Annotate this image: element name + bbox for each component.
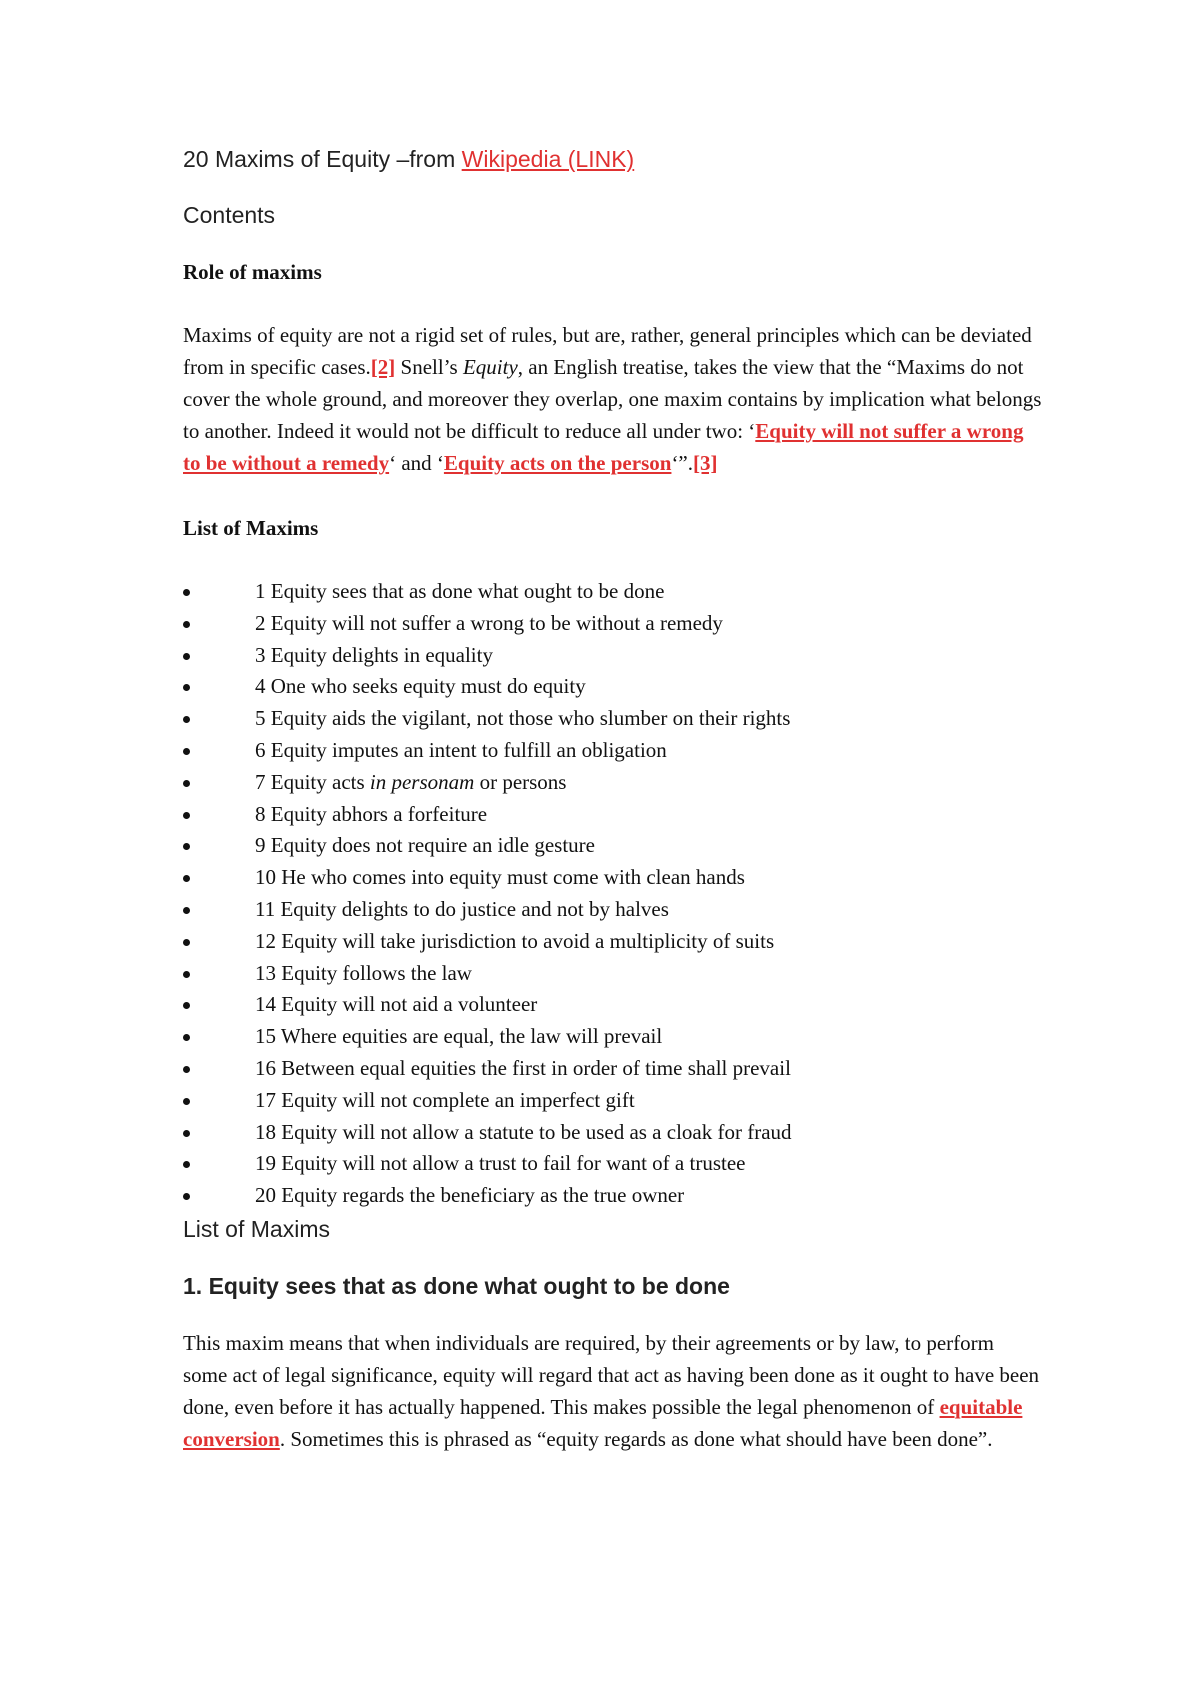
maxim-text: 10 He who comes into equity must come with clean hands [255, 865, 745, 890]
bullet-icon [183, 971, 190, 978]
maxim-text: 15 Where equities are equal, the law will prevail [255, 1024, 663, 1049]
bullet-icon [183, 812, 190, 819]
list-item [183, 1117, 1043, 1149]
maxim-text: 2 Equity will not suffer a wrong to be without a remedy [255, 610, 723, 635]
ref-3-link[interactable]: [3] [693, 451, 718, 475]
role-of-maxims-heading: Role of maxims [183, 260, 322, 284]
bullet-icon [183, 684, 190, 691]
list-item [183, 735, 1043, 767]
contents-heading: Contents [183, 202, 276, 228]
role-text-5: ‘”. [671, 451, 694, 475]
list-of-maxims-heading-2: List of Maxims [183, 1215, 330, 1242]
maxim-text: 9 Equity does not require an idle gesture [255, 833, 595, 858]
maxim-7-suffix: or persons [474, 769, 567, 794]
role-text-1: Maxims of equity are not a rigid set of rules, but are, rather, general principles which can be deviated from in specific cases. [183, 323, 1032, 379]
maxims-list [183, 576, 1043, 1212]
section-1-heading: 1. Equity sees that as done what ought to be done [183, 1272, 730, 1299]
list-item [183, 989, 1043, 1021]
bullet-icon [183, 589, 190, 596]
bullet-icon [183, 780, 190, 787]
bullet-icon [183, 1066, 190, 1073]
wrong-remedy-link[interactable]: Equity will not suffer a wrong to be without a remedy [183, 419, 1024, 475]
list-item [183, 703, 1043, 735]
maxim-text: 8 Equity abhors a forfeiture [255, 801, 488, 826]
maxim-text: 19 Equity will not allow a trust to fail for want of a trustee [255, 1151, 746, 1176]
list-item [183, 1148, 1043, 1180]
bullet-icon [183, 939, 190, 946]
list-item [183, 1085, 1043, 1117]
list-item [183, 1021, 1043, 1053]
list-item [183, 958, 1043, 990]
list-item [183, 1180, 1043, 1212]
maxim-text: 6 Equity imputes an intent to fulfill an obligation [255, 737, 667, 762]
document-title [183, 144, 1043, 174]
maxim-text: 16 Between equal equities the first in order of time shall prevail [255, 1055, 791, 1080]
bullet-icon [183, 875, 190, 882]
section-1-text-2: . Sometimes this is phrased as “equity regards as done what should have been done”. [279, 1426, 993, 1451]
maxim-text: 4 One who seeks equity must do equity [255, 674, 586, 699]
bullet-icon [183, 843, 190, 850]
bullet-icon [183, 653, 190, 660]
list-item [183, 926, 1043, 958]
list-item [183, 799, 1043, 831]
role-text-4: ‘ and ‘ [389, 451, 444, 475]
list-item [183, 894, 1043, 926]
bullet-icon [183, 748, 190, 755]
title-text: 20 Maxims of Equity –from [183, 146, 462, 172]
maxim-text: 14 Equity will not aid a volunteer [255, 992, 538, 1017]
maxim-7-italic: in personam [369, 769, 475, 794]
section-1-paragraph [183, 1327, 1043, 1455]
bullet-icon [183, 716, 190, 723]
maxim-text: 11 Equity delights to do justice and not by halves [255, 896, 669, 921]
ref-2-link[interactable]: [2] [370, 355, 396, 379]
bullet-icon [183, 1193, 190, 1200]
maxim-text: 20 Equity regards the beneficiary as the true owner [255, 1183, 685, 1208]
maxim-text: 17 Equity will not complete an imperfect gift [255, 1087, 635, 1112]
bullet-icon [183, 621, 190, 628]
list-item [183, 830, 1043, 862]
list-item [183, 608, 1043, 640]
list-item [183, 862, 1043, 894]
list-item [183, 640, 1043, 672]
bullet-icon [183, 1034, 190, 1041]
bullet-icon [183, 1130, 190, 1137]
bullet-icon [183, 1002, 190, 1009]
bullet-icon [183, 907, 190, 914]
maxim-text: 3 Equity delights in equality [255, 642, 493, 667]
document-content [183, 144, 1043, 1455]
role-text-2: Snell’s [395, 355, 463, 379]
role-text-3: , an English treatise, takes the view that the “Maxims do not cover the whole ground, and moreover they overlap, one maxim contains by implication what belongs to another. Indeed it would not be difficult to reduce all under two: ‘ [183, 355, 1042, 443]
maxim-text: 12 Equity will take jurisdiction to avoid a multiplicity of suits [255, 928, 775, 953]
acts-on-person-link[interactable]: Equity acts on the person [443, 451, 672, 475]
equity-italic: Equity [462, 355, 518, 379]
equitable-conversion-link[interactable]: equitable conversion [183, 1394, 1023, 1451]
role-paragraph [183, 319, 1043, 479]
list-item [183, 671, 1043, 703]
maxim-text: 13 Equity follows the law [255, 960, 472, 985]
list-of-maxims-heading: List of Maxims [183, 516, 319, 540]
list-item [183, 767, 1043, 799]
wikipedia-link[interactable]: Wikipedia (LINK) [461, 146, 635, 172]
bullet-icon [183, 1098, 190, 1105]
section-1-text-1: This maxim means that when individuals are required, by their agreements or by law, to perform some act of legal significance, equity will regard that act as having been done as it ought to have been done, even before it has actually happened. This makes possible the legal phenomenon of [183, 1330, 1040, 1419]
bullet-icon [183, 1161, 190, 1168]
maxim-7-prefix: 7 Equity acts [255, 769, 370, 794]
maxim-text: 5 Equity aids the vigilant, not those who slumber on their rights [255, 706, 791, 731]
maxim-text: 18 Equity will not allow a statute to be used as a cloak for fraud [255, 1119, 792, 1144]
list-item [183, 576, 1043, 608]
list-item [183, 1053, 1043, 1085]
maxim-text: 1 Equity sees that as done what ought to be done [255, 579, 665, 603]
